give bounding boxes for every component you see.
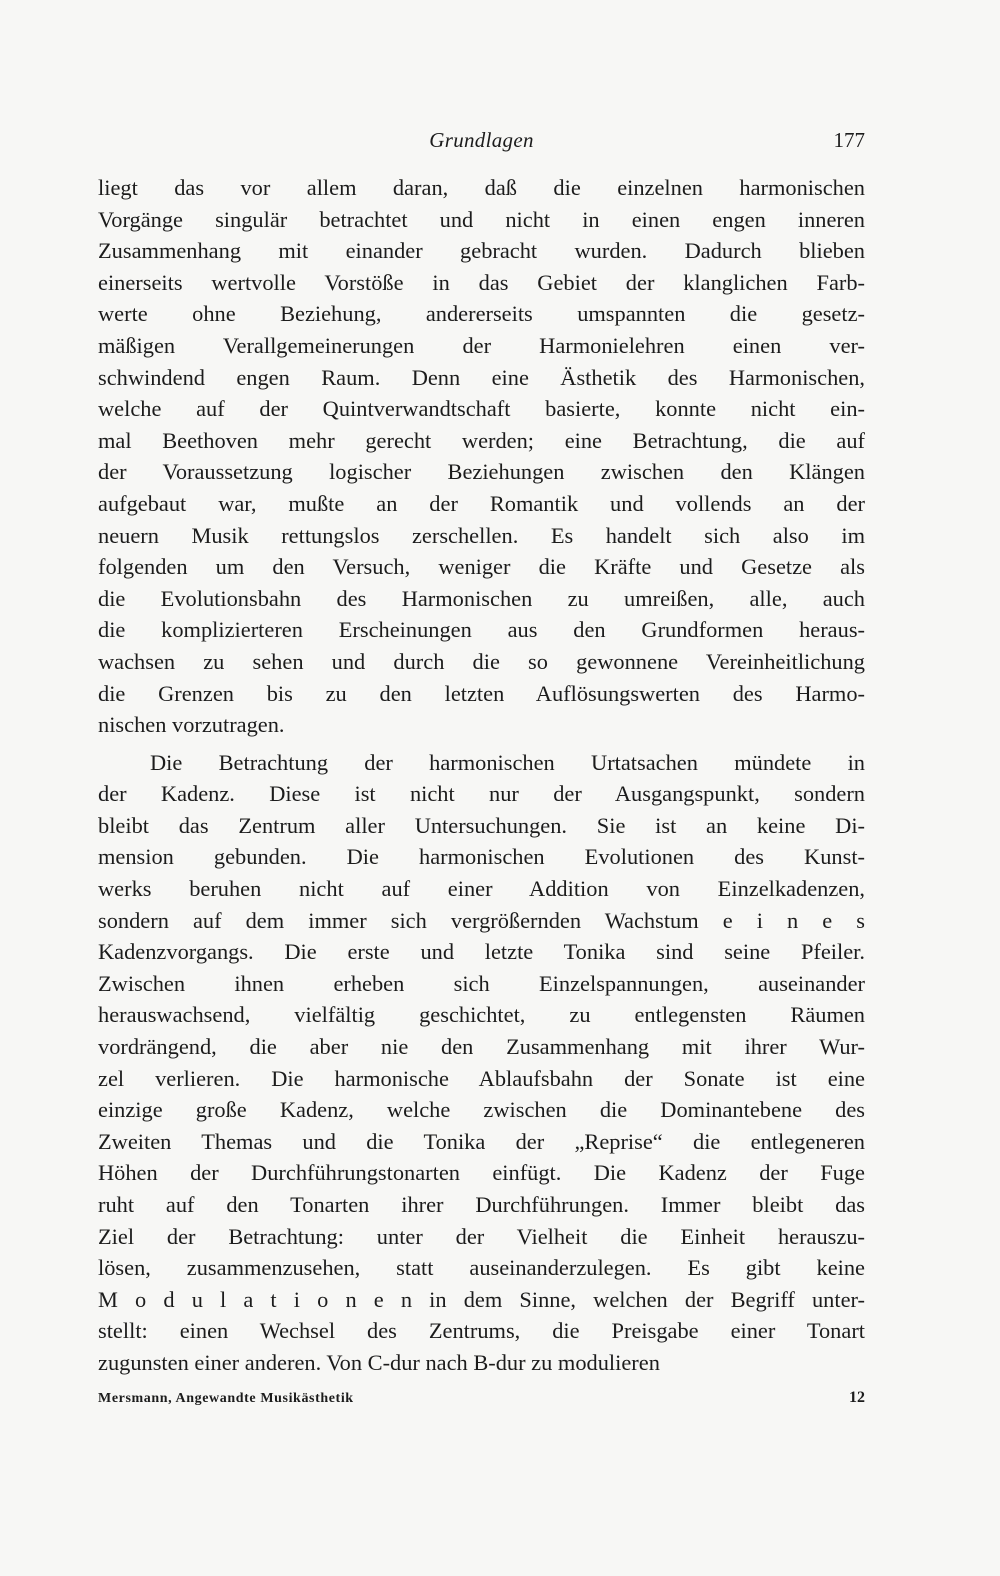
text-line: mension gebunden. Die harmonischen Evolutionen des Kunst- [98,844,865,870]
text-line: die Evolutionsbahn des Harmonischen zu umreißen, alle, auch [98,585,865,611]
text-line: bleibt das Zentrum aller Untersuchungen. Sie ist an keine Di- [98,812,865,838]
text-line: Zweiten Themas und die Tonika der „Reprise“ die entlegeneren [98,1128,865,1154]
text-line: wachsen zu sehen und durch die so gewonnene Vereinheitlichung [98,648,865,674]
text-line: mäßigen Verallgemeinerungen der Harmonielehren einen ver- [98,332,865,358]
text-line: M o d u l a t i o n e n in dem Sinne, welchen der Begriff unter- [98,1286,865,1312]
text-line: herauswachsend, vielfältig geschichtet, zu entlegensten Räumen [98,1002,865,1028]
text-line: die komplizierteren Erscheinungen aus den Grundformen heraus- [98,617,865,643]
text-line: Zwischen ihnen erheben sich Einzelspannungen, auseinander [98,970,865,996]
text-line: neuern Musik rettungslos zerschellen. Es handelt sich also im [98,522,865,548]
text-line: zugunsten einer anderen. Von C-dur nach B-dur zu modulieren [98,1349,660,1375]
page-number: 177 [833,128,865,152]
text-line: der Kadenz. Diese ist nicht nur der Ausgangspunkt, sondern [98,781,865,807]
text-line: Zusammenhang mit einander gebracht wurden. Dadurch blieben [98,238,865,264]
text-line: Ziel der Betrachtung: unter der Vielheit die Einheit herauszu- [98,1223,865,1249]
text-line: der Voraussetzung logischer Beziehungen zwischen den Klängen [98,459,865,485]
text-line: liegt das vor allem daran, daß die einzelnen harmonischen [98,175,865,200]
paragraph [98,747,865,1379]
text-line: welche auf der Quintverwandtschaft basierte, konnte nicht ein- [98,396,865,422]
text-line: einerseits wertvolle Vorstöße in das Gebiet der klanglichen Farb- [98,269,865,295]
paragraph [98,172,865,741]
text-line: schwindend engen Raum. Denn eine Ästhetik des Harmonischen, [98,364,865,390]
text-line: werte ohne Beziehung, andererseits umspannten die gesetz- [98,301,865,327]
book-signature: Mersmann, Angewandte Musikästhetik [98,1391,354,1406]
text-line: die Grenzen bis zu den letzten Auflösungswerten des Harmo- [98,680,865,706]
page-header [98,128,865,158]
text-line: nischen vorzutragen. [98,712,285,738]
text-line: aufgebaut war, mußte an der Romantik und vollends an der [98,490,865,516]
text-line: Kadenzvorgangs. Die erste und letzte Tonika sind seine Pfeiler. [98,939,865,965]
text-line: vordrängend, die aber nie den Zusammenhang mit ihrer Wur- [98,1034,865,1060]
text-line: ruht auf den Tonarten ihrer Durchführungen. Immer bleibt das [98,1192,865,1217]
text-line: sondern auf dem immer sich vergrößernden Wachstum e i n e s [98,907,865,933]
page-body [98,172,865,1385]
page-footer [98,1391,865,1413]
text-line: Die Betrachtung der harmonischen Urtatsachen mündete in [150,749,865,775]
text-line: Höhen der Durchführungstonarten einfügt. Die Kadenz der Fuge [98,1160,865,1186]
text-line: lösen, zusammenzusehen, statt auseinanderzulegen. Es gibt keine [98,1255,865,1281]
text-line: folgenden um den Versuch, weniger die Kräfte und Gesetze als [98,554,865,580]
text-line: stellt: einen Wechsel des Zentrums, die Preisgabe einer Tonart [98,1318,865,1344]
text-line: Vorgänge singulär betrachtet und nicht in einen engen inneren [98,206,865,232]
text-line: einzige große Kadenz, welche zwischen die Dominantebene des [98,1097,865,1123]
running-title: Grundlagen [429,128,534,152]
text-line: werks beruhen nicht auf einer Addition von Einzelkadenzen, [98,876,865,902]
text-line: zel verlieren. Die harmonische Ablaufsbahn der Sonate ist eine [98,1065,865,1091]
text-line: mal Beethoven mehr gerecht werden; eine Betrachtung, die auf [98,427,865,453]
sheet-number: 12 [849,1389,865,1406]
